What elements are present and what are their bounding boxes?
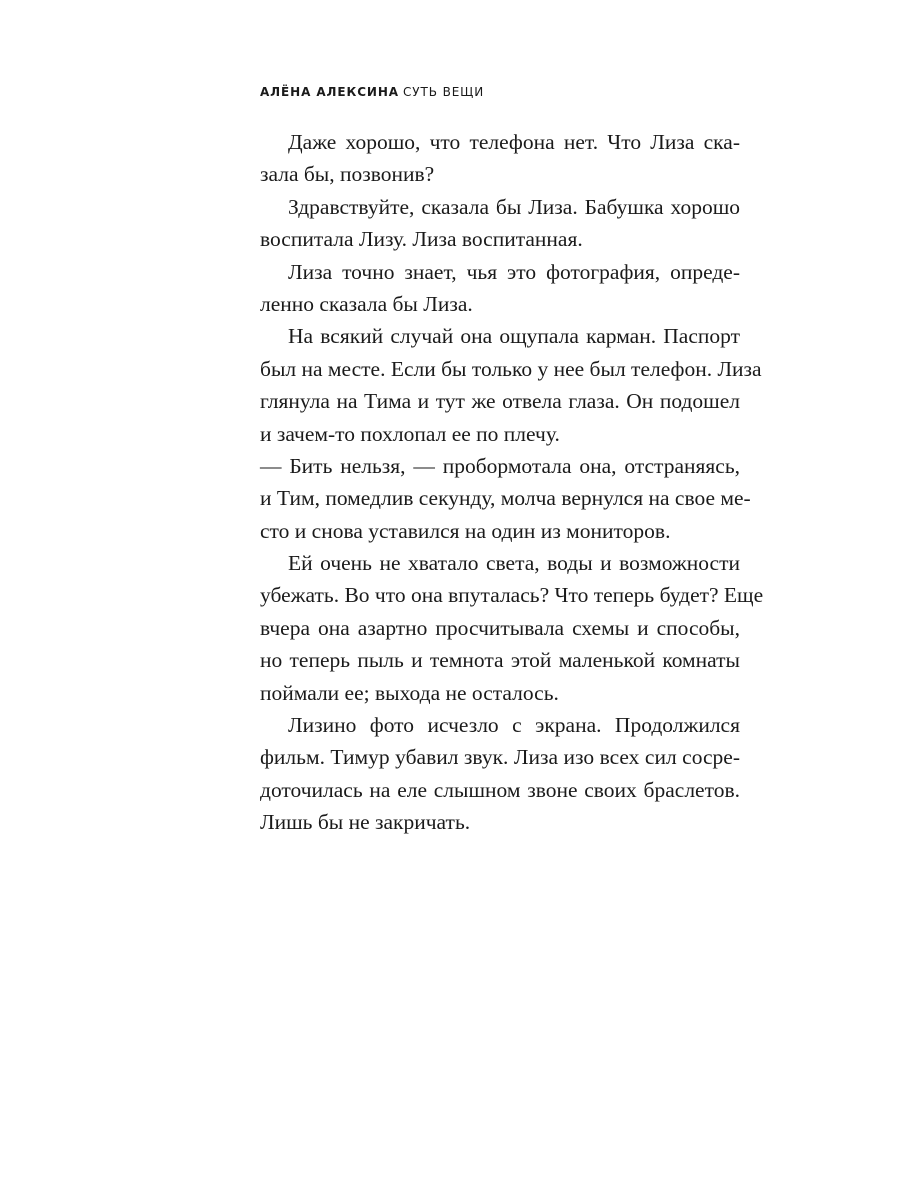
text-line: Лишь бы не закричать. <box>260 810 471 835</box>
text-line: убежать. Во что она впуталась? Что теперь будет? Еще <box>260 583 764 608</box>
text-line: Лизино фото исчезло с экрана. Продолжился <box>288 713 740 738</box>
text-line: вчера она азартно просчитывала схемы и способы, <box>260 615 740 640</box>
book-title: СУТЬ ВЕЩИ <box>403 85 485 99</box>
text-line: доточилась на еле слышном звоне своих браслетов. <box>260 777 740 802</box>
text-line: глянула на Тима и тут же отвела глаза. Он подошел <box>260 389 740 414</box>
text-line: Ей очень не хватало света, воды и возможности <box>288 551 740 576</box>
body-text <box>260 126 764 839</box>
text-line: Даже хорошо, что телефона нет. Что Лиза ска- <box>288 130 740 154</box>
text-line: На всякий случай она ощупала карман. Паспорт <box>288 324 740 349</box>
text-line: Лиза точно знает, чья это фотография, опреде- <box>288 259 740 284</box>
text-line: — Бить нельзя, — пробормотала она, отстраняясь, <box>260 453 740 478</box>
text-line: поймали ее; выхода не осталось. <box>260 680 559 705</box>
text-line: ленно сказала бы Лиза. <box>260 291 473 316</box>
text-line: был на месте. Если бы только у нее был телефон. Лиза <box>260 356 762 381</box>
text-line: фильм. Тимур убавил звук. Лиза изо всех сил сосре- <box>260 745 740 770</box>
author-name: АЛЁНА АЛЕКСИНА <box>260 85 399 99</box>
text-line: и Тим, помедлив секунду, молча вернулся на свое ме- <box>260 486 751 511</box>
text-line: и зачем-то похлопал ее по плечу. <box>260 421 560 446</box>
text-line: зала бы, позвонив? <box>260 162 435 187</box>
text-line: но теперь пыль и темнота этой маленькой комнаты <box>260 648 740 673</box>
running-head <box>260 85 484 99</box>
text-line: сто и снова уставился на один из мониторов. <box>260 518 671 543</box>
text-line: Здравствуйте, сказала бы Лиза. Бабушка хорошо <box>288 194 740 219</box>
text-line: воспитала Лизу. Лиза воспитанная. <box>260 227 583 252</box>
